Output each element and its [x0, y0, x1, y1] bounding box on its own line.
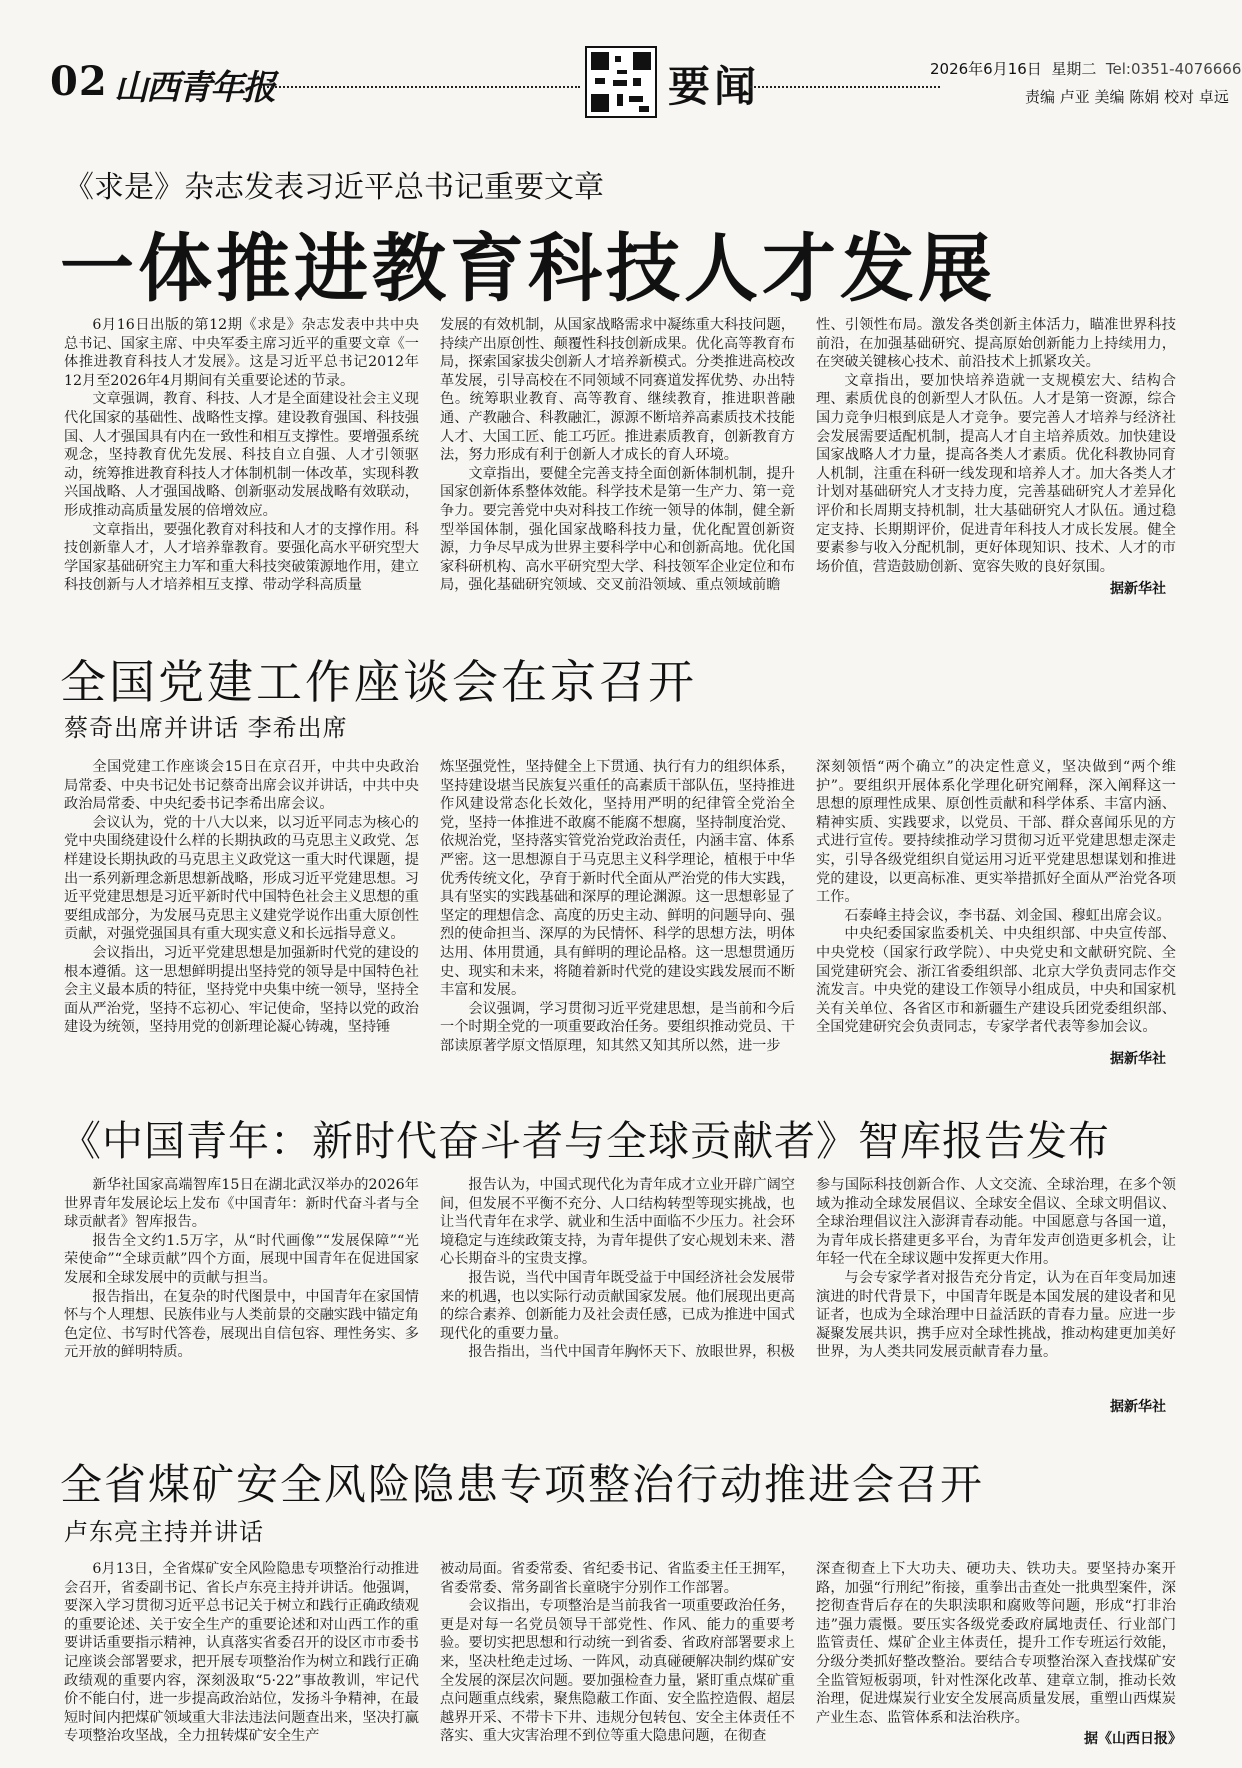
article3-headline: 《中国青年：新时代奋斗者与全球贡献者》智库报告发布 — [60, 1117, 1110, 1165]
article3-credit: 据新华社 — [1110, 1399, 1166, 1415]
article4-subheadline: 卢东亮主持并讲话 — [64, 1518, 264, 1546]
paragraph: 会议认为，党的十八大以来，以习近平同志为核心的党中央围绕建设什么样的长期执政的马克思主义政党、怎样建设长期执政的马克思主义政党这一重大时代课题，提出一系列新理念新思想新战略，形成习近平党建思想。习近平党建思想是习近平新时代中国特色社会主义思想的重要组成部分，为发展马克思主义建党学说作出重大原创性贡献，对强党强国具有重大现实意义和长远指导意义。 — [64, 814, 419, 943]
dateline — [930, 58, 1241, 79]
article4-column-2 — [440, 1560, 795, 1746]
article2-subheadline: 蔡奇出席并讲话 李希出席 — [64, 714, 348, 742]
editor-credits: 责编 卢亚 美编 陈娟 校对 卓远 — [1025, 88, 1229, 106]
article2-column-3 — [816, 758, 1176, 1037]
article2-column-2 — [440, 758, 795, 1056]
page-number: 02 — [50, 58, 108, 105]
paragraph: 新华社国家高端智库15日在湖北武汉举办的2026年世界青年发展论坛上发布《中国青年：新时代奋斗者与全球贡献者》智库报告。 — [64, 1177, 419, 1231]
article1-credit: 据新华社 — [1110, 581, 1166, 597]
paragraph: 会议强调，学习贯彻习近平党建思想，是当前和今后一个时期全党的一项重要政治任务。要组织推动党员、干部读原著学原文悟原理，知其然又知其所以然，进一步 — [440, 1000, 795, 1054]
paragraph: 文章指出，要加快培养造就一支规模宏大、结构合理、素质优良的创新型人才队伍。人才是第一资源，综合国力竞争归根到底是人才竞争。要完善人才培养与经济社会发展需要适配机制，提高人才自主培养质效。加快建设国家战略人才力量，提高各类人才素质。优化科教协同育人机制，注重在科研一线发现和培养人才。加大各类人才计划对基础研究人才支持力度，完善基础研究人才差异化评价和长周期支持机制，壮大基础研究人才队伍。通过稳定支持、长期期评价，促进青年科技人才成长发展。健全要素参与收入分配机制，更好体现知识、技术、人才的市场价值，营造鼓励创新、宽容失败的良好氛围。 — [816, 372, 1176, 575]
article4-credit: 据《山西日报》 — [1084, 1731, 1182, 1747]
paragraph: 炼坚强党性，坚持健全上下贯通、执行有力的组织体系，坚持建设堪当民族复兴重任的高素质干部队伍，坚持推进作风建设常态化长效化，坚持用严明的纪律管全党治全党，坚持一体推进不敢腐不能腐不想腐，坚持制度治党、依规治党，坚持落实管党治党政治责任，内涵丰富、体系严密。这一思想源自于马克思主义科学理论，植根于中华优秀传统文化，孕育于新时代全面从严治党的伟大实践，具有坚实的实践基础和深厚的理论渊源。这一思想彰显了坚定的理想信念、高度的历史主动、鲜明的问题导向、强烈的使命担当、深厚的为民情怀、科学的思想方法，明体达用、体用贯通，具有鲜明的理论品格。这一思想贯通历史、现实和未来，将随着新时代党的建设实践发展而不断丰富和发展。 — [440, 759, 795, 999]
paragraph: 会议指出，习近平党建思想是加强新时代党的建设的根本遵循。这一思想鲜明提出坚持党的领导是中国特色社会主义最本质的特征，坚持党中央集中统一领导，坚持全面从严治党，坚持不忘初心、牢记使命，坚持以党的政治建设为统领，坚持用党的创新理论凝心铸魂，坚持锤 — [64, 944, 419, 1036]
paragraph: 报告指出，当代中国青年胸怀天下、放眼世界，积极 — [468, 1344, 795, 1361]
qr-code-icon — [585, 46, 657, 118]
paragraph: 会议指出，专项整治是当前我省一项重要政治任务，更是对每一名党员领导干部党性、作风、能力的重要考验。要切实把思想和行动统一到省委、省政府部署要求上来，坚决杜绝走过场、一阵风，动真碰硬解决制约煤矿安全发展的深层次问题。要加强检查力量，紧盯重点煤矿重点问题重点线索，聚焦隐蔽工作面、安全监控造假、超层越界开采、不带卡下井、违规分包转包、安全主体责任不落实、重大灾害治理不到位等重大隐患问题，在彻查 — [440, 1598, 795, 1745]
masthead-divider-right — [750, 86, 940, 90]
article1-column-1 — [64, 316, 419, 595]
masthead — [50, 40, 1242, 130]
paragraph: 文章强调，教育、科技、人才是全面建设社会主义现代化国家的基础性、战略性支撑。建设教育强国、科技强国、人才强国具有内在一致性和相互支撑性。要增强系统观念，坚持教育优先发展、科技自立自强、人才引领驱动，统筹推进教育科技人才体制机制一体改革，实现科教兴国战略、人才强国战略、创新驱动发展战略有效联动，形成推动高质量发展的倍增效应。 — [64, 391, 419, 519]
paragraph: 与会专家学者对报告充分肯定，认为在百年变局加速演进的时代背景下，中国青年既是本国发展的建设者和见证者，也成为全球治理中日益活跃的青春力量。应进一步凝聚发展共识，携手应对全球性挑战，推动构建更加美好世界，为人类共同发展贡献青春力量。 — [816, 1269, 1176, 1361]
paragraph: 深刻领悟“两个确立”的决定性意义，坚决做到“两个维护”。要组织开展体系化学理化研究阐释，深入阐释这一思想的原理性成果、原创性贡献和科学体系、丰富内涵、精神实质、实践要求，以党员、干部、群众喜闻乐见的方式进行宣传。要持续推动学习贯彻习近平党建思想走深走实，引导各级党组织自觉运用习近平党建思想谋划和推进党的建设，以更高标准、更实举措抓好全面从严治党各项工作。 — [816, 759, 1176, 906]
article1-column-3 — [816, 316, 1176, 576]
paragraph: 报告指出，在复杂的时代图景中，中国青年在家国情怀与个人理想、民族伟业与人类前景的交融实践中锚定角色定位、书写时代答卷，展现出自信包容、理性务实、多元开放的鲜明特质。 — [64, 1288, 419, 1361]
paragraph: 发展的有效机制，从国家战略需求中凝练重大科技问题，持续产出原创性、颠覆性科技创新成果。优化高等教育布局，探索国家拔尖创新人才培养新模式。分类推进高校改革发展，引导高校在不同领域不同赛道发挥优势、办出特色。统筹职业教育、高等教育、继续教育，推进职普融通、产教融合、科教融汇，源源不断培养高素质技术技能人才、大国工匠、能工巧匠。推进素质教育，创新教育方法，努力形成有利于创新人才成长的育人环境。 — [440, 317, 795, 464]
paragraph: 石泰峰主持会议，李书磊、刘金国、穆虹出席会议。 — [844, 907, 1171, 924]
paper-logo: 山西青年报 — [114, 68, 274, 108]
paragraph: 被动局面。省委常委、省纪委书记、省监委主任王拥军，省委常委、常务副省长童晓宇分别作工作部署。 — [440, 1561, 795, 1596]
article3-column-2 — [440, 1176, 795, 1362]
article3-column-3 — [816, 1176, 1176, 1362]
paragraph: 文章指出，要健全完善支持全面创新体制机制，提升国家创新体系整体效能。科学技术是第一生产力、第一竞争力。要完善党中央对科技工作统一领导的体制，健全新型举国体制，强化国家战略科技力量，优化配置创新资源，力争尽早成为世界主要科学中心和创新高地。优化国家科研机构、高水平研究型大学、科技领军企业定位和布局，强化基础研究领域、交叉前沿领域、重点领域前瞻 — [440, 465, 795, 594]
paragraph: 报告认为，中国式现代化为青年成才立业开辟广阔空间，但发展不平衡不充分、人口结构转型等现实挑战，也让当代青年在求学、就业和生活中面临不少压力。社会环境稳定与连续政策支持，为青年提供了安心规划未来、潜心长期奋斗的宝贵支撑。 — [440, 1177, 795, 1268]
article4-column-1 — [64, 1560, 419, 1746]
article2-column-1 — [64, 758, 419, 1037]
section-title: 要闻 — [668, 62, 761, 111]
masthead-divider-left — [260, 86, 580, 90]
weekday: 星期二 — [1051, 60, 1097, 78]
article3-column-1 — [64, 1176, 419, 1362]
article1-kicker: 《求是》杂志发表习近平总书记重要文章 — [64, 170, 604, 205]
article2-credit: 据新华社 — [1110, 1051, 1166, 1067]
paragraph: 6月13日，全省煤矿安全风险隐患专项整治行动推进会召开，省委副书记、省长卢东亮主持并讲话。他强调，要深入学习贯彻习近平总书记关于树立和践行正确政绩观的重要论述、关于安全生产的重要论述和对山西工作的重要讲话重要指示精神，认真落实省委召开的设区市市委书记座谈会部署要求，把开展专项整治作为树立和践行正确政绩观的重要内容，深刻汲取“5·22”事故教训，牢记代价不能白付，进一步提高政治站位，发扬斗争精神，在最短时间内把煤矿领域重大非法违法问题查出来，坚决打赢专项整治攻坚战，全力扭转煤矿安全生产 — [64, 1561, 419, 1745]
paragraph: 中央纪委国家监委机关、中央组织部、中央宣传部、中央党校（国家行政学院）、中央党史和文献研究院、全国党建研究会、浙江省委组织部、北京大学负责同志作交流发言。中央党的建设工作领导小组成员，中央和国家机关有关单位、各省区市和新疆生产建设兵团党委组织部、全国党建研究会负责同志，专家学者代表等参加会议。 — [816, 926, 1176, 1036]
paragraph: 全国党建工作座谈会15日在京召开，中共中央政治局常委、中央书记处书记蔡奇出席会议并讲话，中共中央政治局常委、中央纪委书记李希出席会议。 — [64, 759, 419, 813]
article4-headline: 全省煤矿安全风险隐患专项整治行动推进会召开 — [60, 1460, 985, 1509]
article2-headline: 全国党建工作座谈会在京召开 — [60, 655, 697, 709]
paragraph: 参与国际科技创新合作、人文交流、全球治理，在多个领域为推动全球发展倡议、全球安全倡议、全球文明倡议、全球治理倡议注入澎湃青春动能。中国愿意与各国一道，为青年成长搭建更多平台，为青年发声创造更多机会，让年轻一代在全球议题中发挥更大作用。 — [816, 1177, 1176, 1268]
paragraph: 报告说，当代中国青年既受益于中国经济社会发展带来的机遇，也以实际行动贡献国家发展。他们展现出更高的综合素养、创新能力及社会责任感，已成为推进中国式现代化的重要力量。 — [440, 1269, 795, 1342]
article1-column-2 — [440, 316, 795, 595]
paragraph: 6月16日出版的第12期《求是》杂志发表中共中央总书记、国家主席、中央军委主席习近平的重要文章《一体推进教育科技人才发展》。这是习近平总书记2012年12月至2026年4月期间有关重要论述的节录。 — [64, 317, 419, 389]
paragraph: 文章指出，要强化教育对科技和人才的支撑作用。科技创新靠人才，人才培养靠教育。要强化高水平研究型大学国家基础研究主力军和重大科技突破策源地作用，建立科技创新与人才培养相互支撑、带动学科高质量 — [64, 521, 419, 594]
telephone: Tel:0351-4076666 — [1105, 60, 1242, 78]
issue-date: 2026年6月16日 — [930, 60, 1042, 78]
article4-column-3 — [816, 1560, 1176, 1727]
article1-headline: 一体推进教育科技人才发展 — [60, 226, 996, 312]
paragraph: 深查彻查上下大功夫、硬功夫、铁功夫。要坚持办案开路，加强“行刑纪”衔接，重拳出击查处一批典型案件，深挖彻查背后存在的失职渎职和腐败等问题，形成“打非治违”强力震慑。要压实各级党委政府属地责任、行业部门监管责任、煤矿企业主体责任，提升工作专班运行效能，分级分类抓好整改整治。要结合专项整治深入查找煤矿安全监管短板弱项，针对性深化改革、建章立制，推动长效治理，促进煤炭行业安全发展高质量发展，重塑山西煤炭产业生态、监管体系和法治秩序。 — [816, 1561, 1176, 1726]
paragraph: 报告全文约1.5万字，从“时代画像”“发展保障”“光荣使命”“全球贡献”四个方面，展现中国青年在促进国家发展和全球发展中的贡献与担当。 — [64, 1232, 419, 1286]
paragraph: 性、引领性布局。激发各类创新主体活力，瞄准世界科技前沿，在加强基础研究、提高原始创新能力上持续用力，在突破关键核心技术、前沿技术上抓紧攻关。 — [816, 317, 1176, 371]
